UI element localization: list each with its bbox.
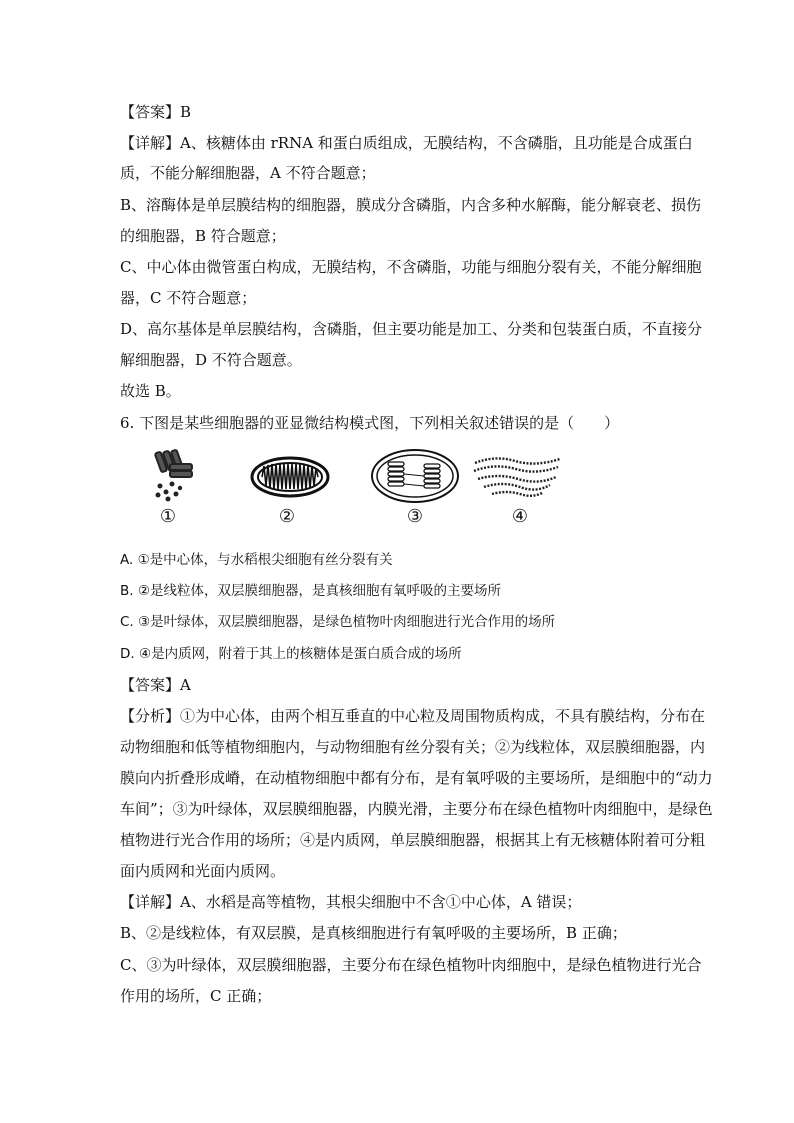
analysis-q6-line-2: 动物细胞和低等植物细胞内，与动物细胞有丝分裂有关；②为线粒体，双层膜细胞器，内	[120, 738, 706, 756]
explain-q5-line-2: 质，不能分解细胞器，A 不符合题意；	[120, 164, 376, 182]
analysis-q6-line-6: 面内质网和光面内质网。	[120, 862, 286, 880]
question-6-stem: 6. 下图是某些细胞器的亚显微结构模式图，下列相关叙述错误的是（ ）	[120, 414, 620, 432]
answer-q5: 【答案】B	[120, 103, 192, 121]
explain-q5-line-7: D、高尔基体是单层膜结构，含磷脂，但主要功能是加工、分类和包装蛋白质，不直接分	[120, 320, 703, 338]
mitochondrion-icon	[250, 456, 330, 498]
explain-q6-line-2: B、②是线粒体，有双层膜，是真核细胞进行有氧呼吸的主要场所，B 正确；	[120, 924, 627, 942]
explain-q5-line-8: 解细胞器，D 不符合题意。	[120, 351, 302, 369]
option-d: D. ④是内质网，附着于其上的核糖体是蛋白质合成的场所	[120, 646, 462, 662]
explain-q5-line-3: B、溶酶体是单层膜结构的细胞器，膜成分含磷脂，内含多种水解酶，能分解衰老、损伤	[120, 196, 702, 214]
answer-q6: 【答案】A	[120, 676, 191, 694]
explain-q5-line-4: 的细胞器，B 符合题意；	[120, 227, 286, 245]
explain-q6-line-4: 作用的场所，C 正确；	[120, 987, 272, 1005]
analysis-q6-line-3: 膜向内折叠形成嵴，在动植物细胞中都有分布，是有氧呼吸的主要场所，是细胞中的“动力	[120, 769, 713, 787]
explain-q6-line-1: 【详解】A、水稻是高等植物，其根尖细胞中不含①中心体，A 错误；	[120, 893, 582, 911]
explain-q5-line-9: 故选 B。	[120, 382, 181, 400]
option-b: B. ②是线粒体，双层膜细胞器，是真核细胞有氧呼吸的主要场所	[120, 583, 501, 599]
analysis-q6-line-5: 植物进行光合作用的场所；④是内质网，单层膜细胞器，根据其上有无核糖体附着可分粗	[120, 831, 706, 849]
figure-label-3: ③	[406, 506, 424, 527]
organelle-figure	[150, 448, 570, 533]
figure-label-4: ④	[511, 506, 529, 527]
explain-q5-line-6: 器，C 不符合题意；	[120, 289, 257, 307]
explain-q6-line-3: C、③为叶绿体，双层膜细胞器，主要分布在绿色植物叶肉细胞中，是绿色植物进行光合	[120, 956, 702, 974]
option-a: A. ①是中心体，与水稻根尖细胞有丝分裂有关	[120, 552, 393, 568]
explain-q5-line-5: C、中心体由微管蛋白构成，无膜结构，不含磷脂，功能与细胞分裂有关，不能分解细胞	[120, 258, 702, 276]
chloroplast-icon	[370, 448, 460, 503]
figure-label-1: ①	[159, 506, 177, 527]
explain-q5-line-1: 【详解】A、核糖体由 rRNA 和蛋白质组成，无膜结构，不含磷脂，且功能是合成蛋白	[120, 134, 693, 152]
figure-label-2: ②	[278, 506, 296, 527]
centrosome-icon	[150, 448, 200, 503]
option-c: C. ③是叶绿体，双层膜细胞器，是绿色植物叶肉细胞进行光合作用的场所	[120, 614, 556, 630]
analysis-q6-line-4: 车间”；③为叶绿体，双层膜细胞器，内膜光滑，主要分布在绿色植物叶肉细胞中，是绿色	[120, 800, 713, 818]
endoplasmic-reticulum-icon	[470, 453, 565, 501]
analysis-q6-line-1: 【分析】①为中心体，由两个相互垂直的中心粒及周围物质构成，不具有膜结构，分布在	[120, 707, 706, 725]
